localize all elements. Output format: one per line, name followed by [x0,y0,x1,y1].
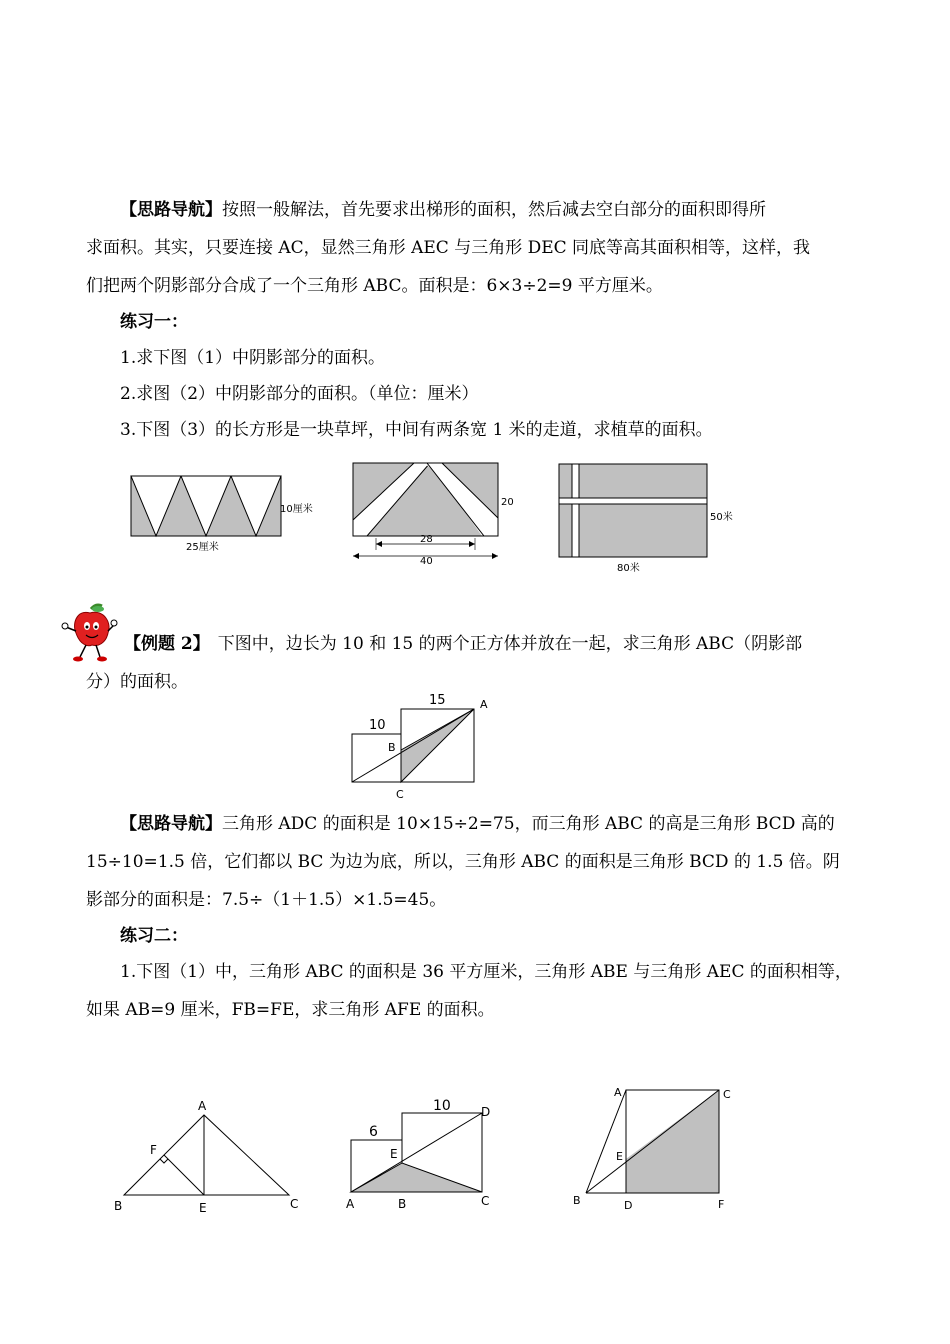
figure-7 [565,1080,745,1220]
fig4-small-label: 10 [369,718,386,733]
ex2-line1: 1.下图（1）中，三角形 ABC 的面积是 36 平方厘米，三角形 ABE 与三角形 AEC 的面积相等， [120,962,852,982]
fig7-point-c: C [723,1088,731,1101]
fig5-point-f: F [150,1143,157,1157]
example2-line2: 分）的面积。 [86,672,188,692]
para2-label: 【思路导航】 [120,814,222,834]
fig3-side-label: 50米 [710,512,733,523]
ex2-line2: 如果 AB=9 厘米，FB=FE，求三角形 AFE 的面积。 [86,1000,495,1020]
para1-label: 【思路导航】 [120,200,222,220]
figure-3 [555,460,745,575]
para1-line3: 们把两个阴影部分合成了一个三角形 ABC。面积是：6×3÷2=9 平方厘米。 [86,276,663,296]
fig3-horizontal-path [559,498,707,504]
para1-line2: 求面积。其实，只要连接 AC，显然三角形 AEC 与三角形 DEC 同底等高其面积相等，这样，我 [86,238,811,258]
ex1-title: 练习一： [120,312,188,332]
fig6-point-a: A [346,1197,355,1211]
fig3-crossing [573,499,578,503]
fig5-point-c: C [290,1197,299,1211]
figure-1 [128,470,328,555]
example2-label: 【例题 2】 [124,634,210,654]
fig6-point-d: D [481,1105,491,1119]
fig1-bottom-label: 25厘米 [186,542,219,553]
fig2-side-label: 20 [501,497,514,508]
fig2-inner-label: 28 [420,534,433,545]
fig7-point-e: E [616,1150,623,1163]
fig2-arrow [469,541,475,547]
fig6-large-label: 10 [433,1098,451,1114]
para1-text1: 按照一般解法，首先要求出梯形的面积，然后减去空白部分的面积即得所 [222,200,766,220]
fig7-point-f: F [718,1198,725,1211]
fig4-point-c: C [396,788,404,801]
para1-line1 [120,200,766,220]
example2-text1: 下图中，边长为 10 和 15 的两个正方体并放在一起，求三角形 ABC（阴影部 [217,634,803,654]
fig7-point-d: D [624,1199,633,1212]
fig3-vertical-path [572,464,579,557]
fig3-bottom-label: 80米 [617,563,640,574]
apple-mascot-icon [58,603,118,665]
fig4-large-label: 15 [429,693,446,708]
figure-2 [348,460,528,570]
fig2-outer-label: 40 [420,556,433,567]
figure-6 [340,1090,510,1220]
ex1-q3: 3.下图（3）的长方形是一块草坪，中间有两条宽 1 米的走道，求植草的面积。 [120,420,713,440]
fig2-arrow [492,553,498,559]
fig6-point-c: C [481,1194,490,1208]
fig5-right-angle [160,1159,168,1163]
para2-text1: 三角形 ADC 的面积是 10×15÷2=75，而三角形 ABC 的高是三角形 BCD 高的 [222,814,835,834]
para2-line3: 影部分的面积是：7.5÷（1＋1.5）×1.5=45。 [86,890,447,910]
fig1-side-label: 10厘米 [280,504,313,515]
fig6-small-label: 6 [369,1124,378,1140]
ex2-title: 练习二： [120,926,188,946]
fig2-arrow [376,541,382,547]
fig5-fe [164,1155,204,1195]
fig7-point-b: B [573,1194,581,1207]
fig4-point-a: A [480,698,488,711]
ex1-q1: 1.求下图（1）中阴影部分的面积。 [120,348,386,368]
figure-4 [345,688,505,803]
fig2-arrow [353,553,359,559]
fig5-point-e: E [199,1201,207,1215]
ex1-q2: 2.求图（2）中阴影部分的面积。（单位：厘米） [120,384,479,404]
para2-line2: 15÷10=1.5 倍，它们都以 BC 为边为底，所以，三角形 ABC 的面积是三角形 BCD 的 1.5 倍。阴 [86,852,840,872]
figure-5 [108,1090,308,1220]
example2-line1 [124,634,802,654]
fig7-point-a: A [614,1086,622,1099]
fig3-rect [559,464,707,557]
fig5-triangle-abc [124,1115,289,1195]
fig6-point-b: B [398,1197,407,1211]
fig6-point-e: E [390,1147,398,1161]
fig5-point-b: B [114,1199,123,1213]
para2-line1 [120,814,835,834]
fig7-shaded-region [626,1090,719,1193]
fig5-point-a: A [198,1099,207,1113]
fig4-point-b: B [388,741,396,754]
